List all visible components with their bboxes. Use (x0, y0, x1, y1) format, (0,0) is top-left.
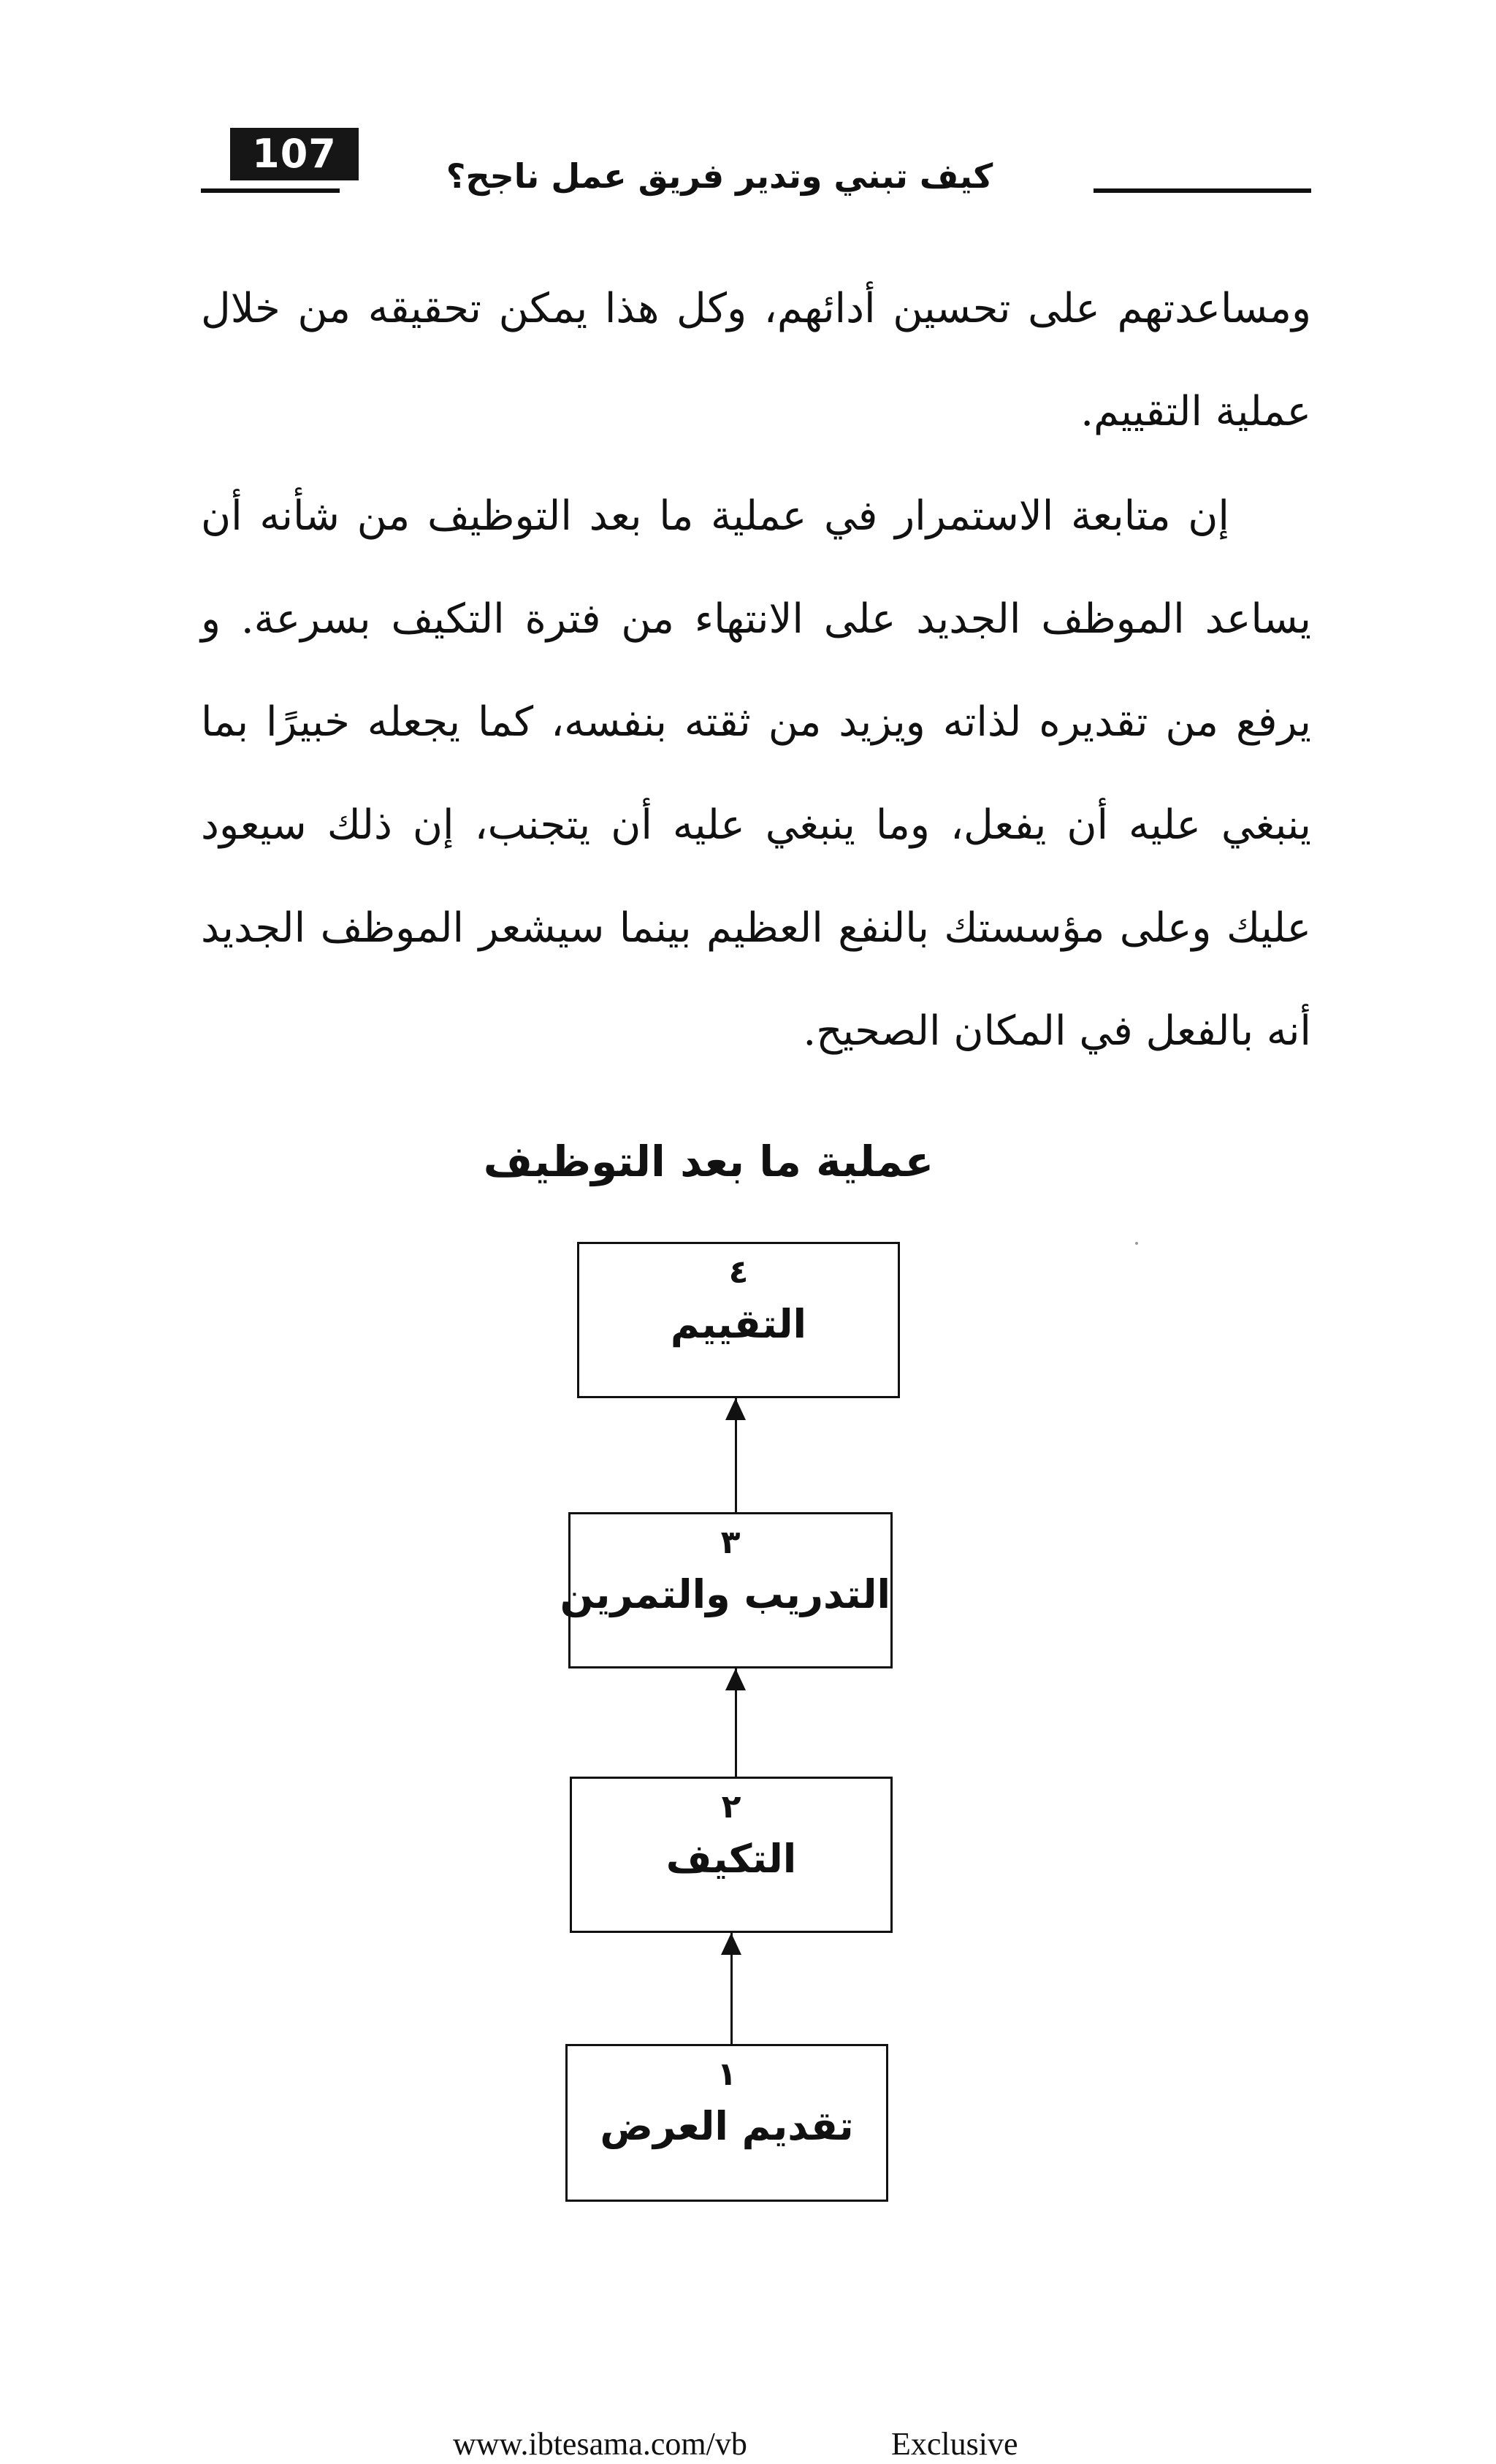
step-label: التدريب والتمرين (560, 1571, 890, 1617)
step-number: ٤ (728, 1254, 749, 1291)
step-label: التقييم (670, 1301, 807, 1347)
step-box-offer (565, 2044, 888, 2202)
step-number: ٢ (721, 1788, 741, 1826)
header-rule-left (201, 188, 340, 193)
arrow-up-icon (725, 1668, 746, 1690)
header-rule-right (1094, 188, 1311, 193)
paragraph-1: ومساعدتهم على تحسين أدائهم، وكل هذا يمكن تحقيقه من خلال عملية التقييم. (201, 285, 1311, 435)
footer-tag: Exclusive (891, 2426, 1018, 2462)
step-box-training (560, 1512, 893, 1668)
page-number: 107 (230, 128, 359, 180)
step-box-evaluation (577, 1242, 900, 1398)
footer-url: www.ibtesama.com/vb (453, 2426, 747, 2462)
step-number: ٣ (720, 1524, 741, 1561)
paragraph-2: إن متابعة الاستمرار في عملية ما بعد التوظيف من شأنه أن يساعد الموظف الجديد على الانتهاء من فترة التكيف بسرعة. و يرفع من تقديره لذاته ويزيد من ثقته بنفسه، كما يجعله خبيرًا بما ينبغي عليه أن يفعل، وما ينبغي عليه أن يتجنب، إن ذلك سيعود عليك وعلى مؤسستك بالنفع العظيم بينما سيشعر الموظف الجديد أنه بالفعل في المكان الصحيح. (201, 492, 1311, 1055)
body-text (201, 257, 1311, 1083)
diagram-title: عملية ما بعد التوظيف (483, 1137, 934, 1186)
step-number: ١ (717, 2056, 737, 2093)
page-footer (453, 2424, 1154, 2464)
page-header (201, 124, 1311, 197)
running-title: كيف تبني وتدير فريق عمل ناجح؟ (446, 156, 993, 196)
scan-speck (1135, 1242, 1138, 1245)
arrow-up-icon (721, 1933, 741, 1955)
step-box-adaptation (570, 1777, 893, 1933)
step-label: التكيف (665, 1836, 797, 1882)
arrow-up-icon (725, 1398, 746, 1420)
step-label: تقديم العرض (600, 2103, 854, 2149)
